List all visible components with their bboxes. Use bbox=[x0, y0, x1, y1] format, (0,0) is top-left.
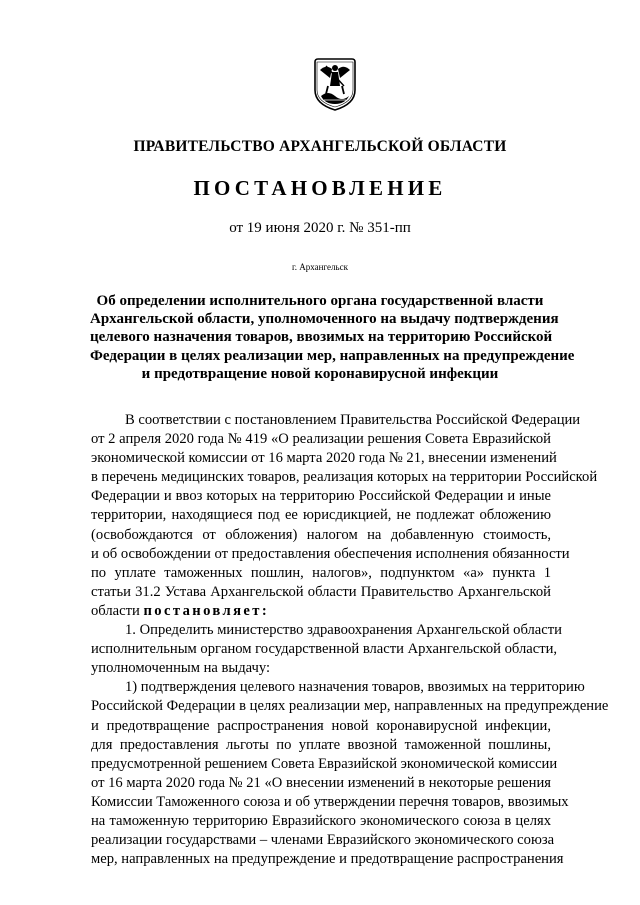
body-line: Федерации и ввоз которых на территорию Российской Федерации и иные bbox=[91, 488, 551, 505]
title-line: целевого назначения товаров, ввозимых на территорию Российской bbox=[90, 329, 553, 346]
body-line: экономической комиссии от 16 марта 2020 года № 21, внесении изменений bbox=[91, 450, 557, 467]
body-line: Российской Федерации в целях реализации мер, направленных на предупреждение bbox=[91, 698, 609, 715]
body-line: 1) подтверждения целевого назначения товаров, ввозимых на территорию bbox=[125, 679, 585, 696]
document-title bbox=[90, 292, 575, 383]
body-line: мер, направленных на предупреждение и предотвращение распространения bbox=[91, 851, 564, 868]
title-line: Архангельской области, уполномоченного на выдачу подтверждения bbox=[90, 311, 559, 328]
document-city: г. Архангельск bbox=[292, 262, 348, 272]
body-line: на таможенную территорию Евразийского экономического союза в целях bbox=[91, 812, 551, 829]
body-line: в перечень медицинских товаров, реализация которых на территории Российской bbox=[91, 469, 598, 486]
body-line: реализации государствами – членами Евразийского экономического союза bbox=[91, 832, 555, 849]
document-type: ПОСТАНОВЛЕНИЕ bbox=[193, 176, 447, 200]
title-line: Об определении исполнительного органа государственной власти bbox=[96, 293, 544, 309]
document-body bbox=[91, 411, 609, 869]
body-line: статьи 31.2 Устава Архангельской области Правительство Архангельской bbox=[91, 583, 551, 600]
body-line: уполномоченным на выдачу: bbox=[91, 660, 271, 677]
title-line: и предотвращение новой коронавирусной инфекции bbox=[141, 365, 499, 382]
body-line: (освобождаются от обложения) налогом на добавленную стоимость, bbox=[91, 526, 551, 543]
decree-word: постановляет: bbox=[143, 602, 270, 619]
body-line: исполнительным органом государственной власти Архангельской области, bbox=[91, 641, 558, 658]
body-line-decree bbox=[91, 602, 551, 621]
body-line: от 2 апреля 2020 года № 419 «О реализации решения Совета Евразийской bbox=[91, 431, 551, 448]
document-date-number: от 19 июня 2020 г. № 351-пп bbox=[229, 220, 411, 236]
body-line: и об освобождении от предоставления обеспечения исполнения обязанности bbox=[91, 545, 570, 562]
body-line: территории, находящиеся под ее юрисдикцией, не подлежат обложению bbox=[91, 507, 551, 524]
body-line: 1. Определить министерство здравоохранения Архангельской области bbox=[125, 622, 562, 639]
body-line: Комиссии Таможенного союза и об утверждении перечня товаров, ввозимых bbox=[91, 793, 569, 810]
body-line: и предотвращение распространения новой коронавирусной инфекции, bbox=[91, 717, 551, 734]
body-line: В соответствии с постановлением Правительства Российской Федерации bbox=[125, 412, 581, 428]
body-line: по уплате таможенных пошлин, налогов», подпунктом «а» пункта 1 bbox=[91, 564, 551, 581]
body-line: от 16 марта 2020 года № 21 «О внесении изменений в некоторые решения bbox=[91, 774, 551, 791]
coat-of-arms-icon bbox=[312, 56, 358, 112]
organization-name: ПРАВИТЕЛЬСТВО АРХАНГЕЛЬСКОЙ ОБЛАСТИ bbox=[133, 138, 507, 155]
body-line: для предоставления льготы по уплате ввозной таможенной пошлины, bbox=[91, 736, 551, 753]
body-line-text: области bbox=[91, 602, 140, 619]
title-line: Федерации в целях реализации мер, направленных на предупреждение bbox=[90, 347, 575, 364]
body-line: предусмотренной решением Совета Евразийской экономической комиссии bbox=[91, 755, 558, 772]
